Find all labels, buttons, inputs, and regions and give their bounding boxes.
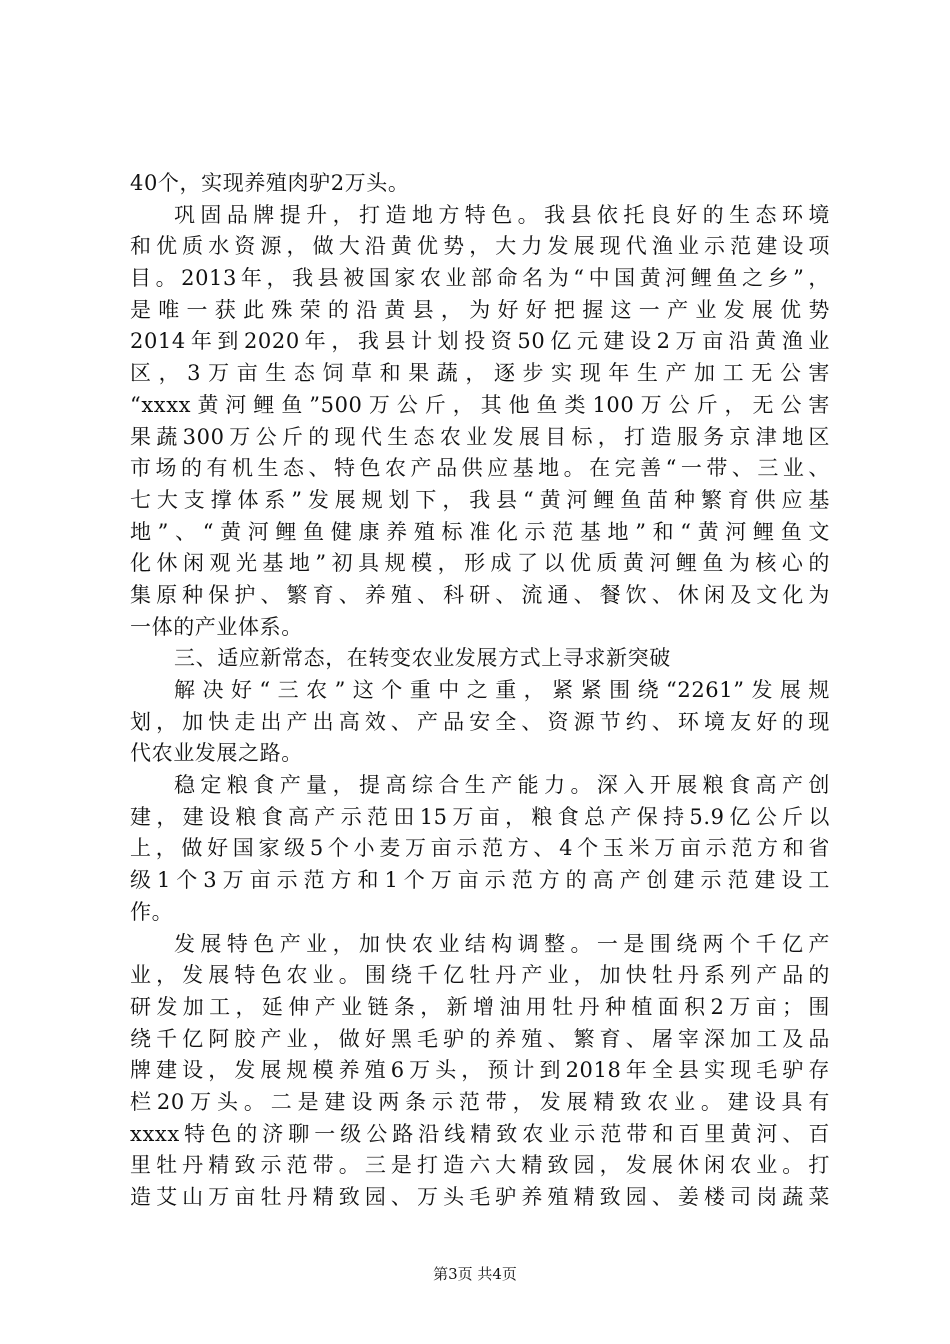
text-line: 造艾山万亩牡丹精致园、万头毛驴养殖精致园、姜楼司岗蔬菜	[130, 1185, 830, 1209]
text-line: 2014年到2020年，我县计划投资50亿元建设2万亩沿黄渔业	[130, 329, 830, 354]
text-line: xxxx特色的济聊一级公路沿线精致农业示范带和百里黄河、百	[130, 1121, 830, 1146]
text-line: 果蔬300万公斤的现代生态农业发展目标，打造服务京津地区	[130, 424, 830, 449]
text-line: 和优质水资源，做大沿黄优势，大力发展现代渔业示范建设项	[130, 234, 830, 259]
text-line: 化休闲观光基地”初具规模，形成了以优质黄河鲤鱼为核心的	[130, 551, 830, 576]
text-line: 绕千亿阿胶产业，做好黑毛驴的养殖、繁育、屠宰深加工及品	[130, 1026, 830, 1051]
paragraph-first-line: 发展特色产业，加快农业结构调整。一是围绕两个千亿产	[174, 931, 830, 956]
text-line: 研发加工，延伸产业链条，新增油用牡丹种植面积2万亩；围	[130, 994, 830, 1019]
paragraph-first-line: 解决好“三农”这个重中之重，紧紧围绕“2261”发展规	[174, 678, 830, 702]
text-line: 上，做好国家级5个小麦万亩示范方、4个玉米万亩示范方和省	[130, 836, 830, 861]
section-heading: 三、适应新常态，在转变农业发展方式上寻求新突破	[174, 646, 671, 671]
text-line: 市场的有机生态、特色农产品供应基地。在完善“一带、三业、	[130, 456, 830, 481]
text-line: 七大支撑体系”发展规划下，我县“黄河鲤鱼苗种繁育供应基	[130, 487, 830, 512]
text-line: 栏20万头。二是建设两条示范带，发展精致农业。建设具有	[130, 1089, 830, 1114]
page-number-footer: 第3页 共4页	[433, 1265, 517, 1283]
text-line: 目。2013年，我县被国家农业部命名为“中国黄河鲤鱼之乡”，	[130, 266, 830, 291]
text-line: 是唯一获此殊荣的沿黄县，为好好把握这一产业发展优势	[130, 297, 830, 322]
text-line: 地”、“黄河鲤鱼健康养殖标准化示范基地”和“黄河鲤鱼文	[130, 519, 830, 544]
document-body	[130, 168, 830, 1214]
paragraph-first-line: 稳定粮食产量，提高综合生产能力。深入开展粮食高产创	[174, 773, 830, 798]
text-line: 里牡丹精致示范带。三是打造六大精致园，发展休闲农业。打	[130, 1153, 830, 1178]
paragraph-last-line: 代农业发展之路。	[130, 741, 303, 766]
paragraph-last-line: 作。	[130, 899, 174, 924]
paragraph-first-line: 巩固品牌提升，打造地方特色。我县依托良好的生态环境	[174, 202, 830, 227]
paragraph-last-line: 一体的产业体系。	[130, 614, 303, 639]
text-line: 业，发展特色农业。围绕千亿牡丹产业，加快牡丹系列产品的	[130, 963, 830, 988]
text-line: 牌建设，发展规模养殖6万头，预计到2018年全县实现毛驴存	[130, 1058, 830, 1083]
text-line: 建，建设粮食高产示范田15万亩，粮食总产保持5.9亿公斤以	[130, 804, 830, 829]
text-line: 集原种保护、繁育、养殖、科研、流通、餐饮、休闲及文化为	[130, 582, 830, 607]
text-line: 区，3万亩生态饲草和果蔬，逐步实现年生产加工无公害	[130, 361, 830, 386]
text-line: 划，加快走出产出高效、产品安全、资源节约、环境友好的现	[130, 709, 830, 734]
text-line: 级1个3万亩示范方和1个万亩示范方的高产创建示范建设工	[130, 868, 830, 893]
text-line: “xxxx黄河鲤鱼”500万公斤，其他鱼类100万公斤，无公害	[130, 392, 830, 417]
text-line: 40个，实现养殖肉驴2万头。	[130, 171, 410, 195]
